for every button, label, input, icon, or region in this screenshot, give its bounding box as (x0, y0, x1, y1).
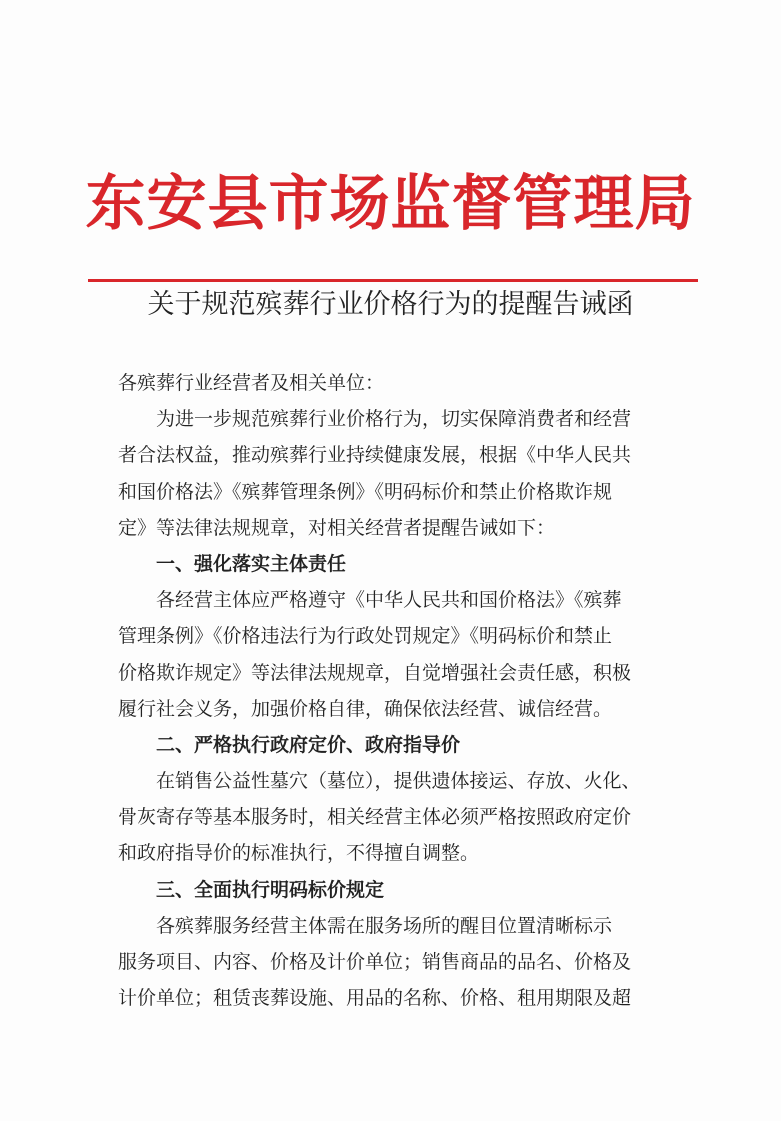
section-1-line: 履行社会义务，加强价格自律，确保依法经营、诚信经营。 (118, 697, 613, 720)
section-heading-2: 二、严格执行政府定价、政府指导价 (156, 733, 461, 756)
section-3-line: 服务项目、内容、价格及计价单位；销售商品的品名、价格及 (118, 951, 632, 973)
section-2-line: 在销售公益性墓穴（墓位），提供遗体接运、存放、火化、 (156, 770, 641, 793)
section-1-line: 价格欺诈规定》等法律法规规章，自觉增强社会责任感，积极 (118, 661, 632, 684)
red-header-rule (88, 279, 698, 282)
letter-body (118, 365, 678, 1016)
document-subject: 关于规范殡葬行业价格行为的提醒告诫函 (147, 289, 634, 320)
section-3-line: 各殡葬服务经营主体需在服务场所的醒目位置清晰标示 (156, 914, 613, 937)
intro-line: 和国价格法》《殡葬管理条例》《明码标价和禁止价格欺诈规 (118, 480, 613, 503)
intro-line: 定》等法律法规规章，对相关经营者提醒告诫如下： (118, 516, 556, 539)
section-2-line: 骨灰寄存等基本服务时，相关经营主体必须严格按照政府定价 (118, 806, 632, 829)
intro-line: 者合法权益，推动殡葬行业持续健康发展，根据《中华人民共 (118, 444, 632, 467)
section-1-line: 各经营主体应严格遵守《中华人民共和国价格法》《殡葬 (156, 589, 622, 612)
salutation: 各殡葬行业经营者及相关单位： (118, 372, 385, 394)
agency-title: 东安县市场监督管理局 (85, 169, 696, 239)
section-2-line: 和政府指导价的标准执行，不得擅自调整。 (118, 842, 480, 865)
section-heading-3: 三、全面执行明码标价规定 (156, 878, 385, 901)
section-heading-1: 一、强化落实主体责任 (156, 552, 347, 575)
section-3-line: 计价单位；租赁丧葬设施、用品的名称、价格、租用期限及超 (118, 987, 632, 1010)
section-1-line: 管理条例》《价格违法行为行政处罚规定》《明码标价和禁止 (118, 625, 613, 648)
intro-line: 为进一步规范殡葬行业价格行为，切实保障消费者和经营 (156, 408, 632, 431)
